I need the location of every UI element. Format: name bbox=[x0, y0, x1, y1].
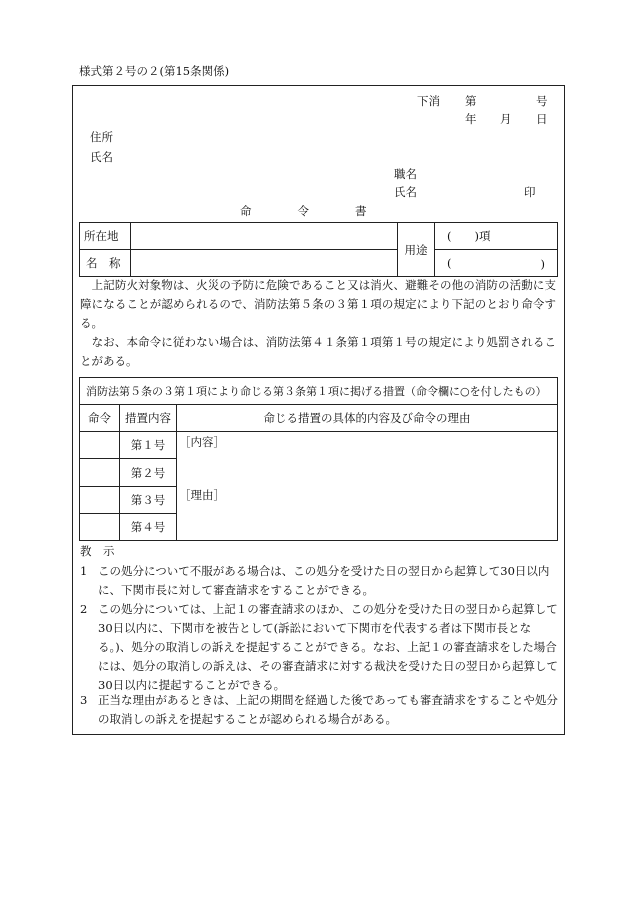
instruction-number: 2 bbox=[80, 602, 88, 616]
instruction-item bbox=[80, 562, 558, 600]
name-value bbox=[131, 250, 398, 277]
detail-cell bbox=[177, 432, 558, 541]
use-paren-close: ) bbox=[540, 257, 545, 271]
col-detail: 命じる措置の具体的内容及び命令の理由 bbox=[177, 405, 558, 432]
col-measure: 措置内容 bbox=[120, 405, 177, 432]
recipient-name-label: 氏名 bbox=[90, 150, 113, 164]
measures-table bbox=[79, 377, 558, 541]
use-label: 用途 bbox=[398, 223, 435, 277]
penalty-paragraph: なお、本命令に従わない場合は、消防法第４１条第１項第１号の規定により処罰されることがある。 bbox=[80, 335, 556, 368]
location-value bbox=[131, 223, 398, 250]
order-cell bbox=[80, 432, 120, 459]
measure-row: 第２号 bbox=[120, 459, 177, 486]
issuer-title-label: 職名 bbox=[394, 167, 417, 181]
date-day: 日 bbox=[536, 112, 548, 126]
recipient-address-label: 住所 bbox=[90, 130, 113, 144]
site-table bbox=[79, 222, 558, 277]
order-cell bbox=[80, 486, 120, 513]
instruction-number: 3 bbox=[80, 693, 88, 707]
date-month: 月 bbox=[500, 112, 512, 126]
measure-row: 第３号 bbox=[120, 486, 177, 513]
form-label: 様式第２号の２(第15条関係) bbox=[79, 64, 230, 78]
instruction-text: 正当な理由があるときは、上記の期間を経過した後であっても審査請求をすることや処分の取消しの訴えを提起することが認められる場合がある。 bbox=[98, 693, 558, 726]
order-cell bbox=[80, 459, 120, 486]
doc-title: 命 令 書 bbox=[240, 204, 367, 218]
instructions-title: 教 示 bbox=[80, 544, 115, 558]
issuer-name-label: 氏名 bbox=[394, 185, 417, 199]
office-code: 下消 bbox=[417, 94, 440, 108]
order-cell bbox=[80, 513, 120, 540]
number-prefix: 第 bbox=[465, 94, 477, 108]
instruction-text: この処分について不服がある場合は、この処分を受けた日の翌日から起算して30日以内に、下関市長に対して審査請求をすることができる。 bbox=[98, 564, 550, 597]
use-detail bbox=[435, 250, 558, 277]
instruction-item bbox=[80, 691, 558, 729]
name-label: 名 称 bbox=[80, 250, 131, 277]
order-paragraph: 上記防火対象物は、火災の予防に危険であること又は消火、避難その他の消防の活動に支障になることが認められるので、消防法第５条の３第１項の規定により下記のとおり命令する。 bbox=[80, 278, 556, 330]
location-label: 所在地 bbox=[80, 223, 131, 250]
reason-label: ［理由］ bbox=[179, 488, 225, 503]
number-suffix: 号 bbox=[536, 94, 548, 108]
content-label: ［内容］ bbox=[179, 435, 225, 450]
seal-mark: 印 bbox=[524, 185, 536, 199]
measure-row: 第１号 bbox=[120, 432, 177, 459]
date-year: 年 bbox=[465, 112, 477, 126]
instruction-item bbox=[80, 600, 558, 695]
measures-caption: 消防法第５条の３第１項により命じる第３条第１項に掲げる措置（命令欄に○を付したもの） bbox=[80, 378, 558, 405]
use-paren-open: ( bbox=[447, 256, 452, 270]
col-order: 命令 bbox=[80, 405, 120, 432]
instruction-text: この処分については、上記１の審査請求のほか、この処分を受けた日の翌日から起算して30日以内に、下関市を被告として(訴訟において下関市を代表する者は下関市長となる。)、処分の取消しの訴えを提起することができる。なお、上記１の審査請求をした場合には、処分の取消しの訴えは、その審査請求に対する裁決を受けた日の翌日から起算して30日以内に提起することができる。 bbox=[98, 602, 558, 692]
instruction-number: 1 bbox=[80, 564, 88, 578]
measure-row: 第４号 bbox=[120, 513, 177, 540]
use-item: ( )項 bbox=[435, 223, 558, 250]
